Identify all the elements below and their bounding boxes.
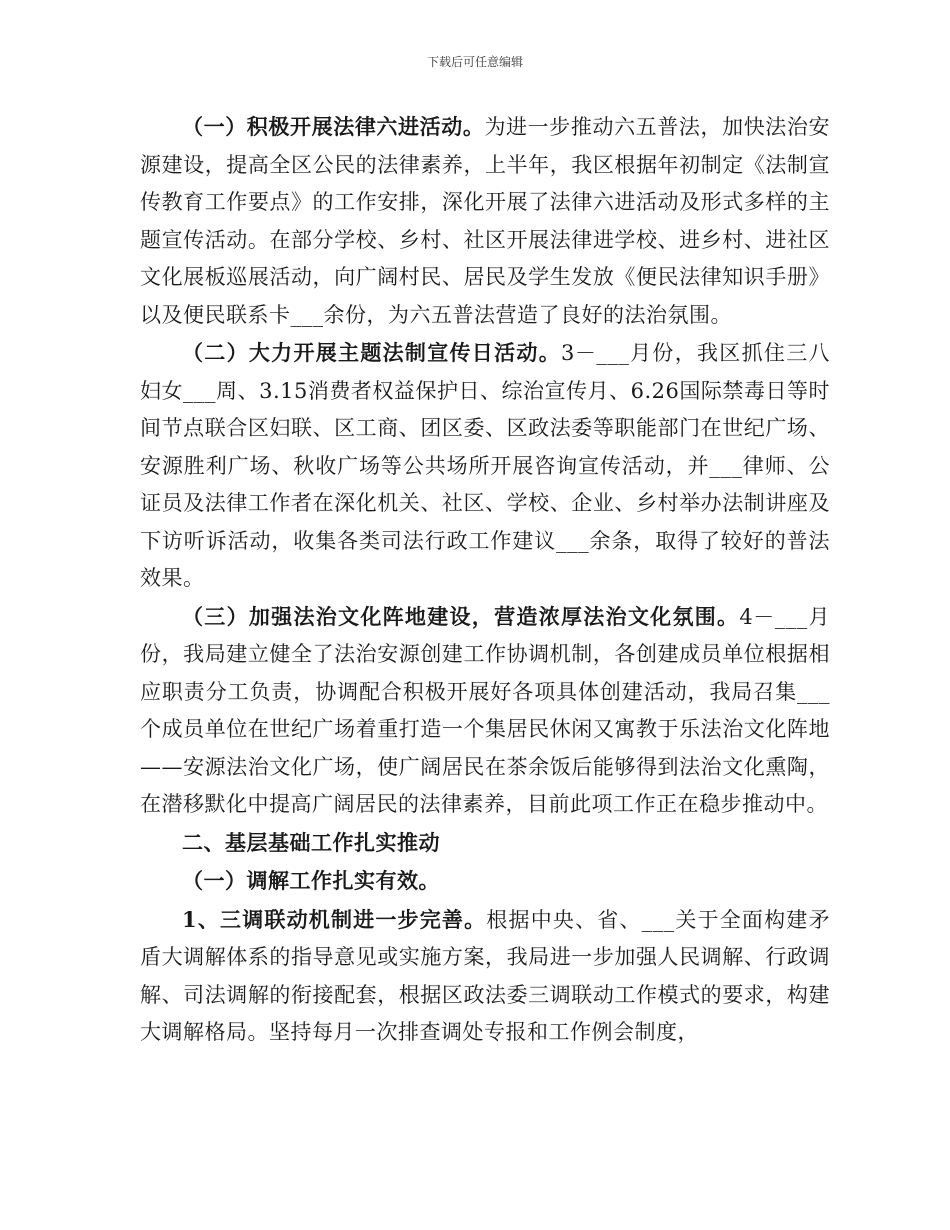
paragraph bbox=[140, 108, 830, 334]
section-heading bbox=[140, 824, 830, 863]
paragraph-heading: （一）积极开展法律六进活动。 bbox=[182, 114, 485, 139]
section-heading-text: 二、基层基础工作扎实推动 bbox=[182, 829, 440, 855]
paragraph-heading: （三）加强法治文化阵地建设，营造浓厚法治文化氛围。 bbox=[182, 603, 740, 629]
paragraph bbox=[140, 901, 830, 1052]
subsection-heading bbox=[140, 862, 830, 901]
document-body bbox=[140, 108, 830, 1052]
page-header: 下载后可任意编辑 bbox=[426, 55, 523, 69]
paragraph-text: 4－___月份，我局建立健全了法治安源创建工作协调机制，各创建成员单位根据相应职责分工负责，协调配合积极开展好各项具体创建活动，我局召集___个成员单位在世纪广场着重打造一个集居民休闲又寓教于乐法治文化阵地——安源法治文化广场，使广阔居民在茶余饭后能够得到法治文化熏陶，在潜移默化中提高广阔居民的法律素养，目前此项工作正在稳步推动中。 bbox=[140, 604, 830, 816]
paragraph bbox=[140, 598, 830, 824]
paragraph-heading: （二）大力开展主题法制宣传日活动。 bbox=[182, 340, 561, 365]
paragraph-text: 为进一步推动六五普法，加快法治安源建设，提高全区公民的法律素养，上半年，我区根据年初制定《法制宣传教育工作要点》的工作安排，深化开展了法律六进活动及形式多样的主题宣传活动。在部分学校、乡村、社区开展法律进学校、进乡村、进社区文化展板巡展活动，向广阔村民、居民及学生发放《便民法律知识手册》以及便民联系卡___余份，为六五普法营造了良好的法治氛围。 bbox=[140, 115, 831, 327]
paragraph-heading: 1、三调联动机制进一步完善。 bbox=[182, 906, 487, 932]
paragraph bbox=[140, 334, 830, 598]
subsection-heading-text: （一）调解工作扎实有效。 bbox=[182, 868, 440, 893]
paragraph-text: 根据中央、省、___关于全面构建矛盾大调解体系的指导意见或实施方案，我局进一步加强人民调解、行政调解、司法调解的衔接配套，根据区政法委三调联动工作模式的要求，构建大调解格局。坚持每月一次排查调处专报和工作例会制度， bbox=[140, 907, 830, 1044]
paragraph-text: 3－___月份，我区抓住三八妇女___周、3.15消费者权益保护日、综治宣传月、6.26国际禁毒日等时间节点联合区妇联、区工商、团区委、区政法委等职能部门在世纪广场、安源胜利广场、秋收广场等公共场所开展咨询宣传活动，并___律师、公证员及法律工作者在深化机关、社区、学校、企业、乡村举办法制讲座及下访听诉活动，收集各类司法行政工作建议___余条，取得了较好的普法效果。 bbox=[140, 341, 830, 590]
